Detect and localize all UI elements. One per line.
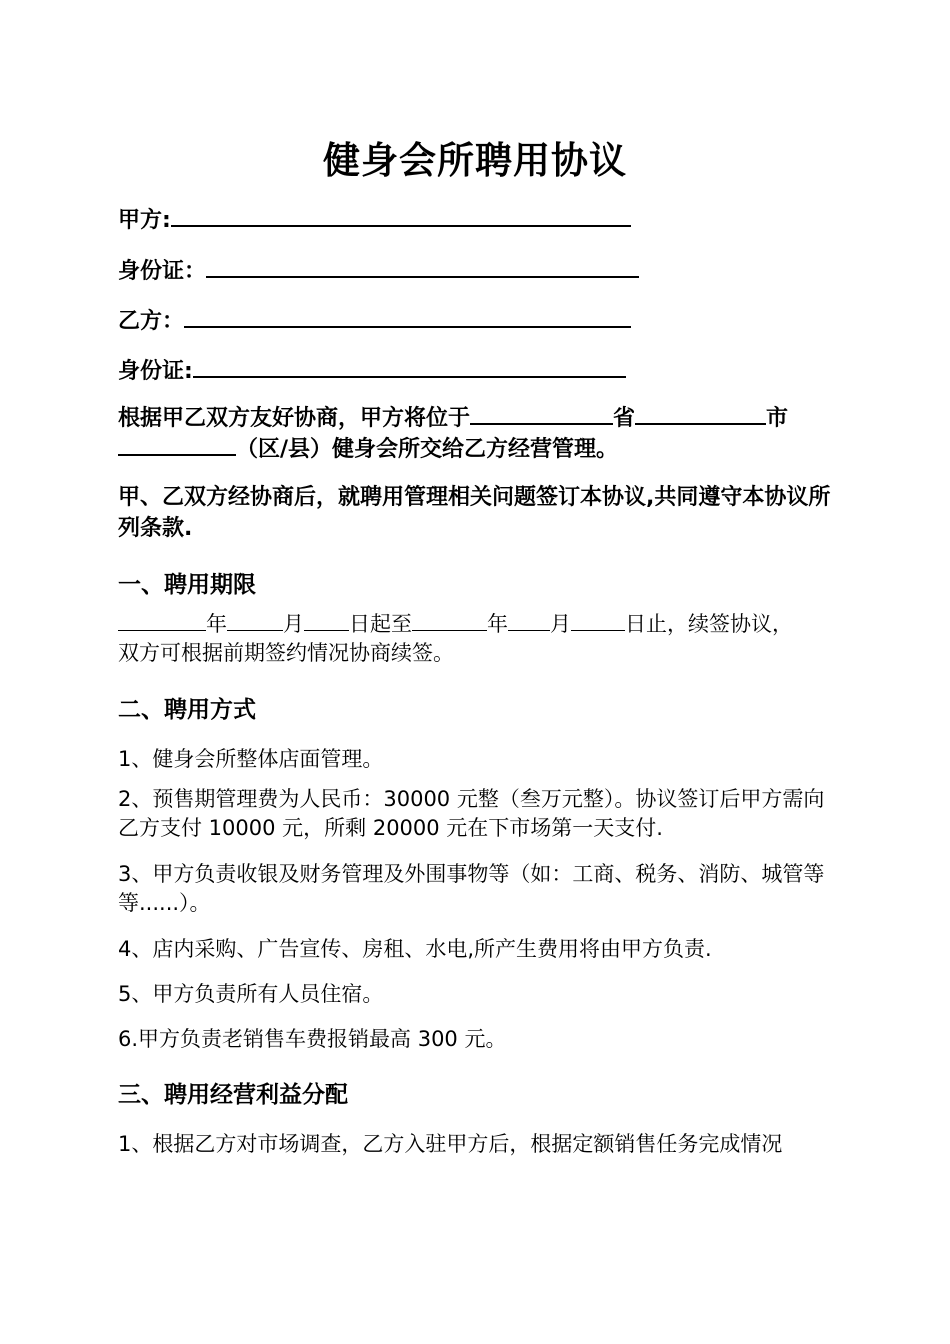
term-day-2: 日止，续签协议， — [625, 612, 793, 636]
document-title: 健身会所聘用协议 — [323, 139, 627, 182]
intro-text-province: 省 — [613, 406, 636, 431]
term-day-1: 日起至 — [349, 612, 412, 636]
id-b-label: 身份证: — [118, 359, 193, 384]
section-2-heading: 二、聘用方式 — [118, 697, 256, 723]
party-b-line — [118, 304, 832, 337]
party-a-line — [118, 203, 832, 236]
section-2-item-4: 4、店内采购、广告宣传、房租、水电,所产生费用将由甲方负责. — [118, 937, 712, 961]
term-month-1: 月 — [283, 612, 304, 636]
term-year-2: 年 — [487, 612, 508, 636]
id-b-line — [118, 354, 832, 387]
party-b-label: 乙方： — [118, 309, 185, 334]
section-3-item-1: 1、根据乙方对市场调查，乙方入驻甲方后，根据定额销售任务完成情况 — [118, 1132, 783, 1156]
section-3-heading: 三、聘用经营利益分配 — [118, 1082, 348, 1108]
id-a-line — [118, 254, 832, 287]
section-2-item-1: 1、健身会所整体店面管理。 — [118, 747, 384, 771]
intro-paragraph-2: 甲、乙双方经协商后，就聘用管理相关问题签订本协议,共同遵守本协议所列条款. — [118, 485, 831, 541]
section-2-item-5: 5、甲方负责所有人员住宿。 — [118, 982, 384, 1006]
city-blank[interactable] — [635, 403, 766, 425]
id-b-blank[interactable] — [193, 354, 626, 378]
term-year-1: 年 — [206, 612, 227, 636]
intro-text-district: （区/县）健身会所交给乙方经营管理。 — [236, 437, 619, 462]
province-blank[interactable] — [470, 403, 613, 425]
section-2-item-3: 3、甲方负责收银及财务管理及外围事物等（如：工商、税务、消防、城管等等......）。 — [118, 862, 825, 915]
end-year-blank[interactable] — [412, 611, 487, 631]
party-a-blank[interactable] — [171, 203, 631, 227]
section-1-heading: 一、聘用期限 — [118, 572, 256, 598]
end-month-blank[interactable] — [508, 611, 550, 631]
section-2-item-2: 2、预售期管理费为人民币：30000 元整（叁万元整）。协议签订后甲方需向乙方支付 10000 元，所剩 20000 元在下市场第一天支付. — [118, 787, 825, 840]
end-day-blank[interactable] — [571, 611, 625, 631]
section-1-term — [118, 610, 832, 668]
id-a-blank[interactable] — [206, 254, 639, 278]
term-renewal-text: 双方可根据前期签约情况协商续签。 — [118, 641, 454, 665]
start-year-blank[interactable] — [118, 611, 206, 631]
section-2-item-6: 6.甲方负责老销售车费报销最高 300 元。 — [118, 1027, 507, 1051]
intro-paragraph-1 — [118, 403, 832, 465]
start-month-blank[interactable] — [227, 611, 283, 631]
start-day-blank[interactable] — [304, 611, 349, 631]
intro-text-city: 市 — [766, 406, 789, 431]
party-b-blank[interactable] — [184, 304, 631, 328]
term-month-2: 月 — [550, 612, 571, 636]
district-blank[interactable] — [118, 434, 236, 456]
intro-text-1: 根据甲乙双方友好协商，甲方将位于 — [118, 406, 471, 431]
id-a-label: 身份证： — [118, 259, 207, 284]
party-a-label: 甲方: — [118, 208, 171, 233]
